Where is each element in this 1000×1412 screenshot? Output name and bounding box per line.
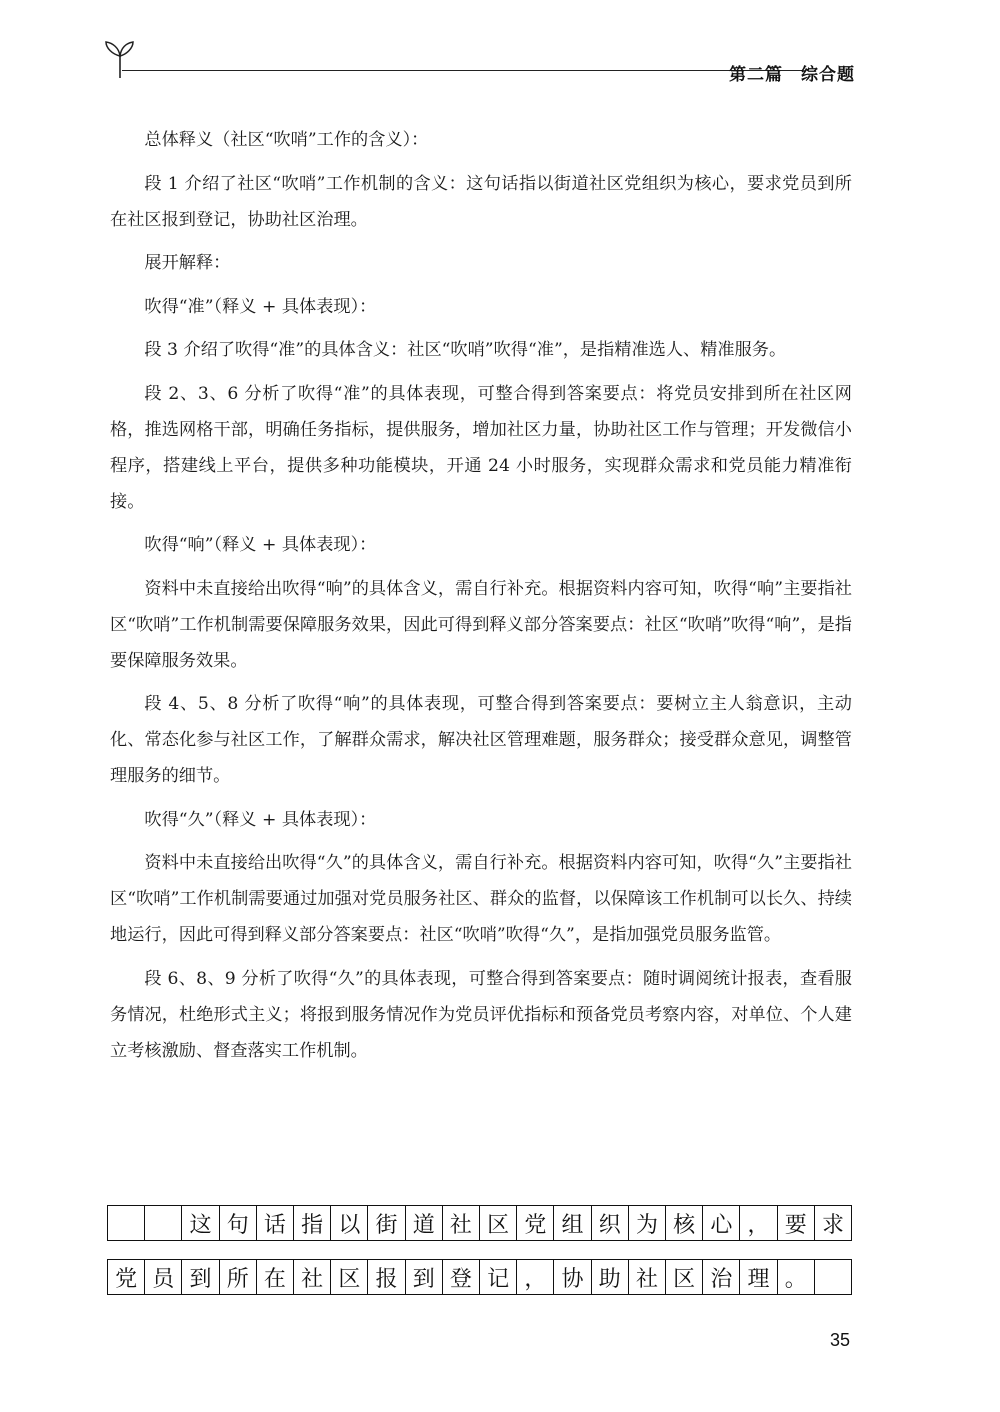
grid-cell: 社	[629, 1260, 666, 1294]
header-rule	[122, 70, 802, 71]
paragraph: 段 6、8、9 分析了吹得“久”的具体表现，可整合得到答案要点：随时调阅统计报表，查看服务情况，杜绝形式主义；将报到服务情况作为党员评优指标和预备党员考察内容，对单位、个人建立考核激励、督查落实工作机制。	[110, 968, 852, 1061]
paragraph: 段 2、3、6 分析了吹得“准”的具体表现，可整合得到答案要点：将党员安排到所在社区网格，推选网格干部，明确任务指标，提供服务，增加社区力量，协助社区工作与管理；开发微信小程序，搭建线上平台，提供多种功能模块，开通 24 小时服务，实现群众需求和党员能力精准衔接。	[110, 383, 852, 512]
paragraph: 吹得“久”（释义 + 具体表现）：	[144, 809, 377, 830]
grid-cell: 道	[406, 1206, 443, 1240]
grid-cell: 员	[145, 1260, 182, 1294]
grid-cell: 为	[629, 1206, 666, 1240]
page-number: 35	[829, 1330, 850, 1350]
grid-cell: 到	[406, 1260, 443, 1294]
grid-cell: 理	[740, 1260, 777, 1294]
sprout-icon	[100, 38, 140, 82]
grid-cell: 在	[257, 1260, 294, 1294]
grid-cell: 心	[703, 1206, 740, 1240]
grid-cell: 街	[368, 1206, 405, 1240]
grid-cell: 社	[294, 1260, 331, 1294]
grid-cell: 句	[220, 1206, 257, 1240]
grid-cell: 要	[778, 1206, 815, 1240]
grid-cell: ，	[740, 1206, 777, 1240]
grid-cell: 核	[666, 1206, 703, 1240]
paragraph: 段 1 介绍了社区“吹哨”工作机制的含义：这句话指以街道社区党组织为核心，要求党员到所在社区报到登记，协助社区治理。	[110, 173, 852, 230]
grid-cell: 区	[331, 1260, 368, 1294]
paragraph: 总体释义（社区“吹哨”工作的含义）：	[144, 130, 429, 150]
paragraph: 吹得“响”（释义 + 具体表现）：	[144, 535, 377, 555]
grid-cell: 区	[480, 1206, 517, 1240]
paragraph: 资料中未直接给出吹得“久”的具体含义，需自行补充。根据资料内容可知，吹得“久”主要指社区“吹哨”工作机制需要通过加强对党员服务社区、群众的监督，以保障该工作机制可以长久、持续地运行，因此可得到释义部分答案要点：社区“吹哨”吹得“久”，是指加强党员服务监管。	[110, 853, 852, 945]
grid-cell: 助	[592, 1260, 629, 1294]
answer-grid-row-1	[107, 1205, 852, 1241]
section-title: 第二篇 综合题	[729, 65, 855, 85]
grid-cell	[145, 1206, 182, 1240]
paragraph: 吹得“准”（释义 + 具体表现）：	[144, 296, 377, 317]
grid-cell: 到	[182, 1260, 219, 1294]
grid-cell: 求	[821, 1212, 844, 1238]
paragraph: 段 3 介绍了吹得“准”的具体含义：社区“吹哨”吹得“准”，是指精准选人、精准服务。	[144, 340, 787, 360]
grid-cell	[815, 1260, 851, 1294]
grid-cell	[108, 1206, 145, 1240]
paragraph: 资料中未直接给出吹得“响”的具体含义，需自行补充。根据资料内容可知，吹得“响”主要指社区“吹哨”工作机制需要保障服务效果，因此可得到释义部分答案要点：社区“吹哨”吹得“响”，是指要保障服务效果。	[110, 578, 852, 671]
grid-cell: 协	[554, 1260, 591, 1294]
body-text	[110, 122, 852, 1076]
grid-cell: 党	[108, 1260, 145, 1294]
grid-cell: 报	[368, 1260, 405, 1294]
grid-cell: 织	[592, 1206, 629, 1240]
grid-cell: 所	[220, 1260, 257, 1294]
grid-cell: 登	[443, 1260, 480, 1294]
grid-cell: 治	[703, 1260, 740, 1294]
answer-grid-row-2	[107, 1259, 852, 1295]
grid-cell: 区	[666, 1260, 703, 1294]
paragraph: 段 4、5、8 分析了吹得“响”的具体表现，可整合得到答案要点：要树立主人翁意识，主动化、常态化参与社区工作，了解群众需求，解决社区管理难题，服务群众；接受群众意见，调整管理服务的细节。	[110, 694, 852, 786]
grid-cell: 指	[294, 1206, 331, 1240]
paragraph: 展开解释：	[144, 253, 231, 273]
grid-cell: ，	[517, 1260, 554, 1294]
grid-cell: 党	[517, 1206, 554, 1240]
grid-cell: 话	[257, 1206, 294, 1240]
page-header	[100, 38, 855, 88]
grid-cell: 。	[778, 1260, 815, 1294]
grid-cell: 以	[331, 1206, 368, 1240]
grid-cell: 这	[182, 1206, 219, 1240]
grid-cell: 社	[443, 1206, 480, 1240]
grid-cell: 组	[554, 1206, 591, 1240]
grid-cell: 记	[480, 1260, 517, 1294]
